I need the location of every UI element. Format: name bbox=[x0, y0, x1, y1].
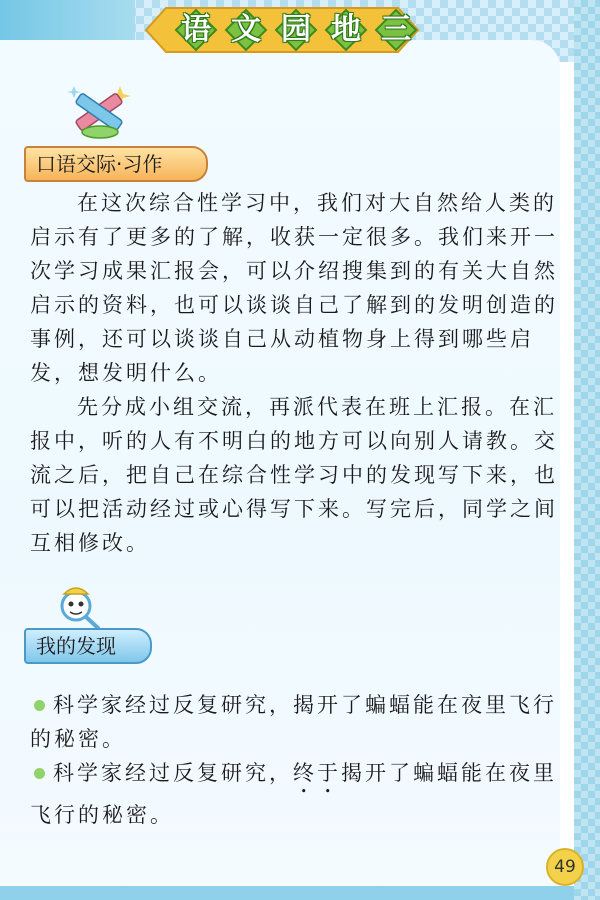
paragraph-1-text: 在这次综合性学习中，我们对大自然给人类的启示有了更多的了解，收获一定很多。我们来开一次学习成果汇报会，可以介绍搜集到的有关大自然启示的资料，也可以谈谈自己了解到的发明创造的事例，还可以谈谈自己从动植物身上得到哪些启发，想发明什么。 bbox=[30, 191, 558, 385]
page-title bbox=[132, 6, 432, 54]
paragraph-1 bbox=[30, 186, 558, 390]
page-number: 49 bbox=[546, 848, 584, 886]
bottom-strip bbox=[0, 886, 574, 900]
title-char-1: 语 bbox=[181, 12, 211, 47]
magnifier-mascot-icon bbox=[54, 584, 104, 634]
section-label-my-discovery: 我的发现 bbox=[24, 628, 152, 664]
bullet-dot-icon bbox=[34, 700, 45, 711]
paragraph-2-text: 先分成小组交流，再派代表在班上汇报。在汇报中，听的人有不明白的地方可以向别人请教。交流之后，把自己在综合性学习中的发现写下来，也可以把活动经过或心得写下来。写完后，同学之间互相修改。 bbox=[30, 395, 558, 555]
bullet-dot-icon bbox=[34, 768, 45, 779]
discovery-sentence-2-before: 科学家经过反复研究， bbox=[53, 761, 293, 785]
discovery-emphasis-word: 终于 bbox=[293, 761, 341, 785]
discovery-sentence-2 bbox=[30, 756, 558, 832]
discovery-sentence-1 bbox=[30, 688, 558, 756]
discovery-sentence-2-after: 揭开了蝙蝠能在夜里飞行的秘密。 bbox=[30, 761, 557, 827]
title-char-2: 文 bbox=[231, 12, 261, 47]
title-char-4: 地 bbox=[331, 12, 361, 47]
title-char-3: 园 bbox=[281, 12, 311, 47]
paragraph-2 bbox=[30, 390, 558, 560]
pencil-icon bbox=[66, 82, 136, 148]
title-char-5: 三 bbox=[381, 12, 411, 47]
section-label-oral-writing: 口语交际·习作 bbox=[24, 146, 208, 182]
right-border bbox=[574, 0, 600, 900]
discovery-sentence-1-text: 科学家经过反复研究，揭开了蝙蝠能在夜里飞行的秘密。 bbox=[30, 693, 557, 751]
